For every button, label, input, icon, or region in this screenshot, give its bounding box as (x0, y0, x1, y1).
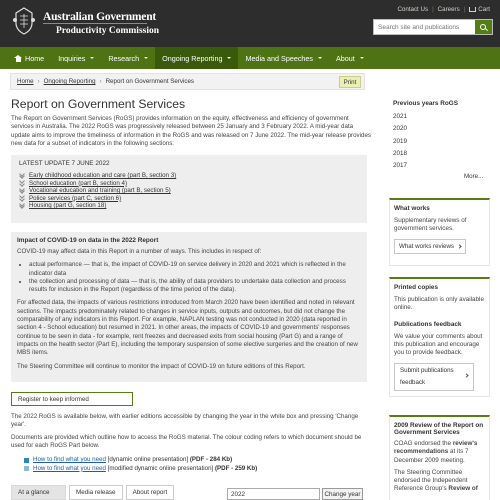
list-item (19, 180, 176, 188)
howto-item (33, 465, 257, 474)
list-item (19, 172, 176, 180)
button-label: Submit publications (400, 367, 454, 375)
nav-inquiries[interactable] (51, 47, 101, 69)
update-link[interactable]: Early childhood education and care (part B, section 3) (29, 172, 177, 180)
year-link[interactable]: 2018 (393, 149, 408, 157)
update-link[interactable]: Vocational education and training (part B, section 5) (29, 187, 171, 195)
review-text-part: COAG endorsed the (394, 440, 453, 447)
intro-paragraph: The Report on Government Services (RoGS) provides information on the equity, effectiveness and efficiency of government services in Australia. The 2022 RoGS was progressively released between 25 January and 3 February 2022. A mid-year data update aims to improve the timeliness of information in the RoGS and was released on 7 June 2022. The mid-year release provides new data for a subset of indicators in the following sections: (11, 115, 371, 148)
register-button[interactable]: Register to keep informed (11, 392, 133, 406)
search-box (373, 19, 493, 35)
double-chevron-icon (19, 203, 26, 209)
coat-of-arms-icon (12, 6, 36, 36)
nav-label: Home (25, 53, 45, 63)
update-link[interactable]: Police services (part C, section 6) (29, 194, 122, 202)
covid-paragraph: COVID-19 may affect data in this Report in a number of ways. This includes in respect of: (17, 248, 262, 255)
update-heading: LATEST UPDATE 7 JUNE 2022 (19, 160, 110, 167)
howto-link[interactable]: How to find what you need (33, 456, 106, 463)
double-chevron-icon (19, 180, 26, 186)
report-tabs (11, 485, 174, 500)
chevron-right-icon (464, 374, 468, 378)
nav-label: Inquiries (58, 53, 86, 63)
separator: | (432, 6, 434, 13)
update-list (19, 172, 176, 210)
caret-down-icon (90, 57, 94, 59)
latest-update-box (11, 155, 367, 223)
search-button[interactable] (475, 20, 492, 34)
nav-about[interactable] (329, 47, 371, 69)
contact-link[interactable]: Contact Us (397, 6, 429, 13)
gov-name: Australian Government (43, 11, 157, 23)
submit-feedback-button[interactable] (394, 363, 474, 391)
main-nav (0, 47, 500, 69)
review-recommendations-link[interactable]: review's recommendations (394, 440, 478, 456)
print-button[interactable]: Print (339, 76, 361, 88)
nav-ongoing-reporting[interactable] (155, 47, 238, 69)
review-title: 2009 Review of the Report on Government Services (394, 422, 484, 436)
update-link[interactable]: School education (part B, section 4) (29, 179, 128, 187)
review-text (394, 469, 485, 494)
feedback-text: We value your comments about this publication and encourage you to provide feedback. (394, 332, 483, 357)
howto-link[interactable]: How to find what you need (33, 464, 106, 472)
careers-link[interactable]: Careers (437, 6, 460, 13)
file-size: (PDF - 259 Kb) (214, 464, 258, 472)
what-works-card (389, 198, 490, 266)
printed-copies-card (389, 277, 490, 397)
nav-research[interactable] (101, 47, 155, 69)
cart-label: Cart (478, 6, 490, 13)
page-title: Report on Government Services (11, 97, 186, 111)
what-works-title: What works (394, 205, 430, 212)
breadcrumb (10, 73, 365, 90)
chevron-right-icon (457, 244, 461, 248)
agency-name[interactable]: Productivity Commission (56, 26, 160, 36)
year-link[interactable]: 2021 (393, 113, 408, 120)
covid-heading: Impact of COVID-19 on data in the 2022 Report (17, 237, 159, 244)
year-input[interactable] (227, 488, 320, 500)
nav-label: Research (108, 53, 140, 63)
header-divider (43, 23, 147, 24)
review-text (394, 440, 485, 465)
double-chevron-icon (19, 195, 26, 201)
change-year-button[interactable]: Change year (322, 488, 363, 500)
availability-paragraph: The 2022 RoGS is available below, with earlier editions accessible by changing the year in the white box and pressing 'Change year'. (11, 413, 359, 429)
nav-label: Media and Speeches (245, 53, 313, 63)
color-key-icon (24, 458, 29, 463)
howto-desc: [modified dynamic online presentation] (105, 464, 215, 472)
search-input[interactable] (374, 20, 475, 34)
documents-paragraph: Documents are provided which outline how to access the RoGS material. The colour coding refers to which document should be used for each RoGS Part below. (11, 434, 362, 450)
review-link[interactable]: Review of (448, 485, 478, 493)
button-label: What works reviews (399, 242, 455, 250)
color-key-icon (24, 466, 29, 471)
review-card (389, 415, 490, 500)
breadcrumb-ongoing[interactable]: Ongoing Reporting (43, 78, 96, 85)
printed-copies-text: This publication is only available online. (394, 296, 484, 312)
tab-media-release[interactable]: Media release (69, 485, 123, 500)
year-link[interactable]: 2017 (393, 162, 408, 170)
covid-paragraph: The Steering Committee will continue to monitor the impact of COVID-19 on future editions of this Report. (17, 362, 306, 370)
cart-icon (469, 7, 476, 12)
breadcrumb-current: Report on Government Services (105, 78, 194, 85)
cart-link[interactable] (469, 6, 490, 13)
list-item (24, 456, 257, 465)
tab-about-report[interactable]: About report (126, 485, 175, 500)
list-item (19, 195, 176, 203)
nav-label: Ongoing Reporting (162, 53, 223, 63)
list-item: • actual performance — that is, the impact of COVID-19 on service delivery in 2020 and 2021 which is reflected in the indicator data (29, 261, 361, 278)
list-item (24, 465, 257, 474)
year-link[interactable]: 2019 (393, 137, 408, 145)
covid-bullets (29, 261, 361, 294)
search-icon (480, 24, 486, 30)
nav-label: About (336, 53, 355, 63)
printed-copies-title: Printed copies (394, 284, 439, 291)
covid-paragraph: For affected data, the impacts of various restrictions introduced from March 2020 have been identified and noted in relevant sections. The impacts predominately related to changes in service inputs, outputs and outcomes, but did not change the comparability of any indicators in this Report. For example, NAPLAN testing was not conducted in 2020 (data reported in section 4 - School education) but resumed in 2021. In other areas, the impacts of COVID-19 and governments' responses continue to be seen in data - for example, rent freezes and decreased exits from social housing (Part G) and a range of impacts on the health sector (Part E), including the temporary suspension of some elective surgeries and the creation of new MBS items. (17, 299, 358, 357)
caret-down-icon (318, 57, 322, 59)
year-link[interactable]: 2020 (393, 125, 408, 133)
howto-desc: [dynamic online presentation] (105, 456, 190, 463)
breadcrumb-home[interactable]: Home (17, 78, 34, 85)
home-icon (14, 55, 22, 62)
button-label: feedback (400, 378, 426, 386)
nav-media-speeches[interactable] (238, 47, 329, 69)
list-item: • the collection and processing of data — that is, the ability of data providers to undertake data collection and process results for inclusion in the Report (regardless of the time period of the data). (29, 278, 361, 295)
more-years-link[interactable]: More... (464, 173, 484, 180)
caret-down-icon (144, 57, 148, 59)
update-link[interactable]: Housing (part G, section 18) (29, 202, 107, 210)
separator: | (463, 6, 466, 13)
chevron-right-icon: › (37, 78, 40, 85)
caret-down-icon (360, 57, 364, 59)
previous-years-title: Previous years RoGS (393, 100, 459, 107)
tab-at-a-glance[interactable]: At a glance (11, 485, 66, 500)
howto-list (24, 456, 257, 473)
review-text-part: The Steering Committee endorsed the Independent Reference Group's (394, 468, 468, 493)
nav-home[interactable] (0, 47, 51, 69)
utility-links (397, 6, 490, 13)
feedback-title: Publications feedback (394, 320, 462, 328)
review-text-part: at its 7 December 2009 meeting. (394, 448, 469, 464)
list-item (19, 187, 176, 195)
what-works-button[interactable] (394, 239, 466, 254)
covid-impact-box (11, 232, 367, 382)
previous-years-panel (393, 100, 490, 180)
howto-item (33, 456, 232, 465)
what-works-text: Supplementary reviews of government services. (394, 217, 467, 233)
site-header (0, 0, 500, 47)
file-size: (PDF - 284 Kb) (189, 456, 233, 463)
chevron-right-icon: › (99, 78, 102, 85)
caret-down-icon (227, 57, 231, 59)
list-item (19, 202, 176, 210)
